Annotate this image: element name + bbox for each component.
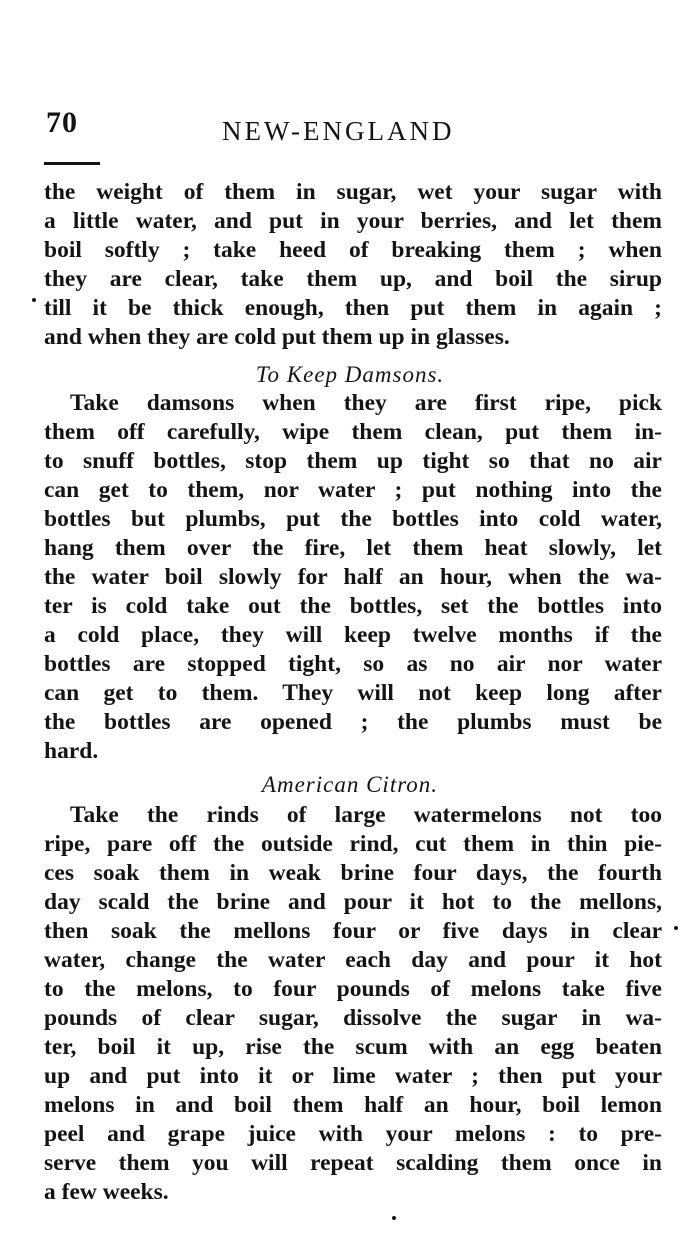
text-line: day scald the brine and pour it hot to the mellons, [44, 889, 662, 915]
text-line: a little water, and put in your berries, and let them [44, 208, 662, 234]
section-heading-citron: American Citron. [261, 772, 439, 797]
text-line: boil softly ; take heed of breaking them ; when [44, 237, 662, 263]
text-line: Take the rinds of large watermelons not too [70, 802, 662, 828]
text-line: pounds of clear sugar, dissolve the sugar in wa- [44, 1005, 662, 1031]
section-heading-damsons: To Keep Damsons. [255, 362, 445, 387]
ink-speck [392, 1216, 396, 1220]
running-title: NEW-ENGLAND [222, 116, 455, 146]
text-line: can get to them, nor water ; put nothing into the [44, 477, 662, 503]
text-line: serve them you will repeat scalding them once in [44, 1150, 662, 1176]
page-number: 70 [46, 106, 78, 139]
text-line: the water boil slowly for half an hour, when the wa- [44, 564, 662, 590]
text-line: to snuff bottles, stop them up tight so that no air [44, 448, 662, 474]
text-line: the weight of them in sugar, wet your sugar with [44, 179, 662, 205]
text-line: hang them over the fire, let them heat slowly, let [44, 535, 662, 561]
text-line: hard. [44, 738, 99, 764]
text-line: they are clear, take them up, and boil the sirup [44, 266, 662, 292]
text-line: then soak the mellons four or five days in clear [44, 918, 662, 944]
text-line: ces soak them in weak brine four days, the fourth [44, 860, 662, 886]
continuation-paragraph [44, 178, 662, 352]
text-line: ter, boil it up, rise the scum with an egg beaten [44, 1034, 662, 1060]
text-line: bottles are stopped tight, so as no air nor water [44, 651, 662, 677]
text-line: Take damsons when they are first ripe, pick [70, 390, 662, 416]
text-line: the bottles are opened ; the plumbs must be [44, 709, 662, 735]
text-line: water, change the water each day and pour it hot [44, 947, 662, 973]
ink-speck [674, 926, 678, 930]
ink-speck [32, 298, 36, 302]
text-line: peel and grape juice with your melons : to pre- [44, 1121, 662, 1147]
text-line: them off carefully, wipe them clean, put them in- [44, 419, 662, 445]
text-line: up and put into it or lime water ; then put your [44, 1063, 662, 1089]
header-rule [44, 162, 100, 165]
text-line: ripe, pare off the outside rind, cut them in thin pie- [44, 831, 662, 857]
text-line: a few weeks. [44, 1179, 169, 1205]
text-line: melons in and boil them half an hour, boil lemon [44, 1092, 662, 1118]
citron-paragraph [44, 801, 662, 1207]
text-line: to the melons, to four pounds of melons take five [44, 976, 662, 1002]
text-line: can get to them. They will not keep long after [44, 680, 662, 706]
text-line: a cold place, they will keep twelve months if the [44, 622, 662, 648]
text-line: ter is cold take out the bottles, set the bottles into [44, 593, 662, 619]
text-line: till it be thick enough, then put them in again ; [44, 295, 662, 321]
text-line: and when they are cold put them up in glasses. [44, 324, 510, 350]
damsons-paragraph [44, 389, 662, 766]
text-line: bottles but plumbs, put the bottles into cold water, [44, 506, 662, 532]
